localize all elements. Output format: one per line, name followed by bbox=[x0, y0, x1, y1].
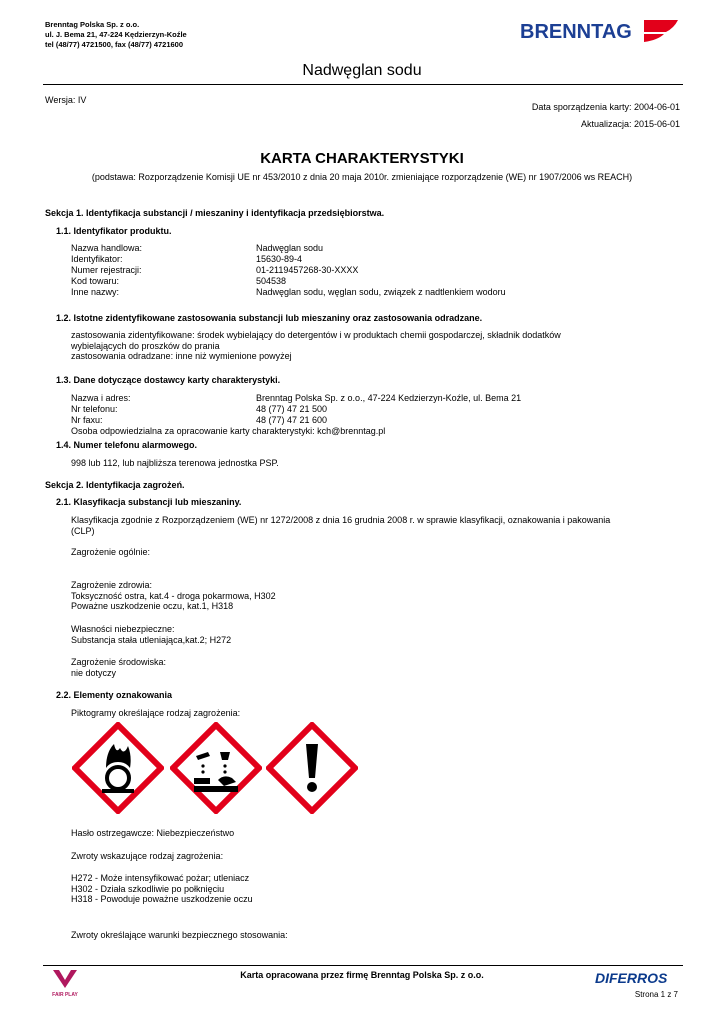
company-street: ul. J. Bema 21, 47-224 Kędzierzyn-Koźle bbox=[45, 30, 187, 39]
date-created: Data sporządzenia karty: 2004-06-01 bbox=[531, 102, 680, 112]
classification-text: Klasyfikacja zgodnie z Rozporządzeniem (WE) nr 1272/2008 z dnia 16 grudnia 2008 r. w sprawie klasyfikacji, oznakowania i pakowania (CLP) bbox=[71, 515, 611, 536]
header-divider bbox=[43, 84, 683, 85]
hazard-statements: H272 - Może intensyfikować pożar; utleniacz H302 - Działa szkodliwie po połknięciu H318 - Powoduje poważne uszkodzenie oczu bbox=[71, 873, 253, 904]
footer-divider bbox=[43, 965, 683, 966]
table-row: Identyfikator: 15630-89-4 bbox=[71, 254, 303, 264]
prepared-by: Karta opracowana przez firmę Brenntag Polska Sp. z o.o. bbox=[240, 970, 484, 980]
hazard-statements-label: Zwroty wskazujące rodzaj zagrożenia: bbox=[71, 851, 224, 861]
dates-block bbox=[532, 99, 680, 133]
section-1-1-heading: 1.1. Identyfikator produktu. bbox=[56, 226, 172, 236]
legal-basis: (podstawa: Rozporządzenie Komisji UE nr 453/2010 z dnia 20 maja 2010r. zmieniające rozporządzenie (WE) nr 1907/2006 ws REACH) bbox=[91, 172, 633, 182]
version-label: Wersja: IV bbox=[45, 95, 87, 105]
diferros-logo: DIFERROS bbox=[595, 970, 668, 986]
table-row: Nr telefonu: 48 (77) 47 21 500 bbox=[71, 404, 328, 414]
company-name: Brenntag Polska Sp. z o.o. bbox=[45, 20, 140, 29]
flame-over-circle-icon bbox=[72, 722, 164, 814]
corrosion-icon bbox=[170, 722, 262, 814]
general-hazard-label: Zagrożenie ogólnie: bbox=[71, 547, 151, 557]
environment-hazard-block: Zagrożenie środowiska: nie dotyczy bbox=[71, 657, 167, 678]
company-phone: tel (48/77) 4721500, fax (48/77) 4721600 bbox=[45, 40, 184, 49]
company-address-block bbox=[45, 20, 187, 50]
pictograms-label: Piktogramy określające rodzaj zagrożenia: bbox=[71, 708, 241, 718]
table-row: Nr faxu: 48 (77) 47 21 600 bbox=[71, 415, 328, 425]
table-row: Kod towaru: 504538 bbox=[71, 276, 287, 286]
product-identifier-table bbox=[71, 243, 506, 298]
section-1-3-heading: 1.3. Dane dotyczące dostawcy karty charakterystyki. bbox=[56, 375, 281, 385]
section-1-2-heading: 1.2. Istotne zidentyfikowane zastosowania substancji lub mieszaniny oraz zastosowania odradzane. bbox=[56, 313, 483, 323]
emergency-text: 998 lub 112, lub najbliższa terenowa jednostka PSP. bbox=[71, 458, 279, 468]
date-updated: Aktualizacja: 2015-06-01 bbox=[580, 119, 680, 129]
supplier-table bbox=[71, 393, 521, 437]
signal-word: Hasło ostrzegawcze: Niebezpieczeństwo bbox=[71, 828, 235, 838]
uses-text: zastosowania zidentyfikowane: środek wybielający do detergentów i w produktach chemii gospodarczej, składnik dodatków wybielających do proszków do prania zastosowania odradzane: inne niż wymienione powyżej bbox=[71, 330, 561, 361]
product-title: Nadwęglan sodu bbox=[302, 62, 422, 79]
exclamation-icon bbox=[266, 722, 358, 814]
section-2-heading: Sekcja 2. Identyfikacja zagrożeń. bbox=[45, 480, 185, 490]
section-2-2-heading: 2.2. Elementy oznakowania bbox=[56, 690, 173, 700]
page-number: Strona 1 z 7 bbox=[634, 990, 678, 999]
health-hazard-block: Zagrożenie zdrowia: Toksyczność ostra, kat.4 - droga pokarmowa, H302 Poważne uszkodzenie oczu, kat.1, H318 bbox=[71, 580, 276, 611]
section-1-4-heading: 1.4. Numer telefonu alarmowego. bbox=[56, 440, 198, 450]
physical-hazard-block: Własności niebezpieczne: Substancja stała utleniająca,kat.2; H272 bbox=[71, 624, 232, 645]
brenntag-logo-text: BRENNTAG bbox=[520, 21, 632, 43]
brenntag-logo bbox=[520, 14, 680, 46]
table-row: Inne nazwy: Nadwęglan sodu, węglan sodu, związek z nadtlenkiem wodoru bbox=[71, 287, 506, 297]
fair-play-text: FAIR PLAY bbox=[52, 992, 78, 998]
precautionary-label: Zwroty określające warunki bezpiecznego stosowania: bbox=[71, 930, 288, 940]
responsible-person: Osoba odpowiedzialna za opracowanie karty charakterystyki: kch@brenntag.pl bbox=[71, 426, 386, 436]
table-row: Numer rejestracji: 01-2119457268-30-XXXX bbox=[71, 265, 359, 275]
table-row: Nazwa handlowa: Nadwęglan sodu bbox=[71, 243, 324, 253]
section-2-1-heading: 2.1. Klasyfikacja substancji lub mieszaniny. bbox=[56, 497, 242, 507]
document-title: KARTA CHARAKTERYSTYKI bbox=[260, 150, 464, 167]
section-1-heading: Sekcja 1. Identyfikacja substancji / mieszaniny i identyfikacja przedsiębiorstwa. bbox=[45, 208, 385, 218]
table-row: Nazwa i adres: Brenntag Polska Sp. z o.o., 47-224 Kedzierzyn-Koźle, ul. Bema 21 bbox=[71, 393, 522, 403]
